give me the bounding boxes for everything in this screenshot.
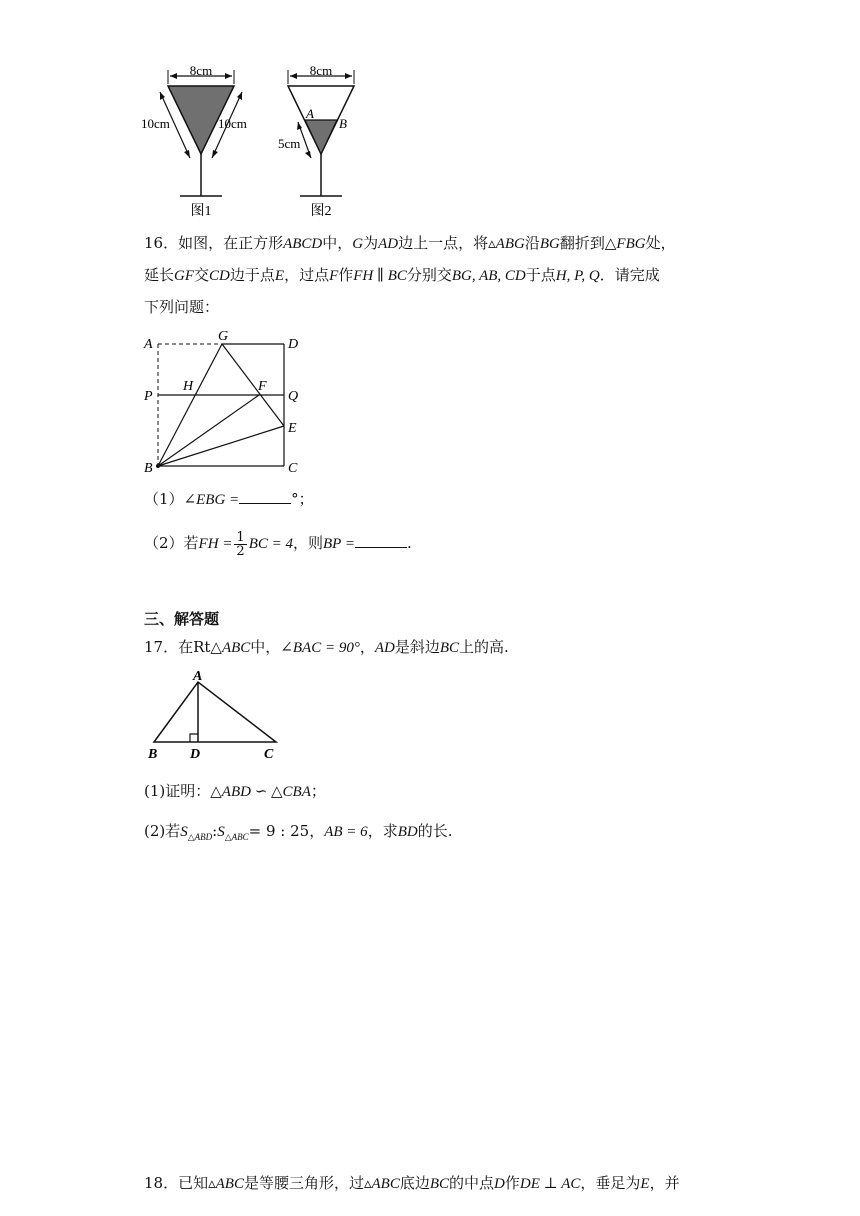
- q17-text: 17．在: [144, 638, 194, 656]
- tri-label-c: C: [264, 747, 274, 762]
- q17-abc: ABC: [221, 640, 251, 656]
- fig1-top-label: 8cm: [189, 63, 213, 78]
- fig2-top-label: 8cm: [309, 63, 333, 78]
- q16-g: G: [352, 236, 364, 252]
- q16-text: 边上一点，将▵: [398, 234, 496, 252]
- q16-abcd: ABCD: [283, 236, 323, 252]
- right-triangle-figure: [140, 668, 290, 764]
- q17-text: 上的高.: [459, 638, 509, 656]
- section-heading: 三、解答题: [144, 610, 220, 628]
- q18-text: 作: [504, 1174, 520, 1192]
- q16-sub2-bp: BP =: [323, 536, 355, 552]
- tri-label-b: B: [148, 747, 158, 762]
- q18-abc: ABC: [215, 1176, 244, 1192]
- sq-label-a: A: [144, 337, 153, 352]
- sq-label-d: D: [288, 337, 299, 352]
- q16-text: 于点: [525, 266, 556, 284]
- q16-sub2-pre: （2）若: [144, 534, 199, 552]
- q18-text: 的中点: [449, 1174, 495, 1192]
- q16-bg-ab-cd: BG, AB, CD: [451, 268, 526, 284]
- q17-p2-s1: S: [180, 824, 188, 840]
- fig2-side-label: 5cm: [278, 136, 301, 151]
- q18-e: E: [640, 1176, 650, 1192]
- fraction-one-half: [234, 531, 246, 558]
- q16-text: 处，: [645, 234, 676, 252]
- sq-label-c: C: [288, 461, 298, 476]
- fig2-caption: 图2: [310, 204, 332, 219]
- q17-p2-ab: AB = 6: [324, 824, 368, 840]
- q17-bc: BC: [439, 640, 460, 656]
- q16-sub2-end: .: [406, 534, 412, 552]
- sq-label-b: B: [144, 461, 153, 476]
- q16-sub-1: [144, 488, 314, 511]
- q16-text: ，过点: [284, 266, 330, 284]
- q17-p2-end: 的长.: [417, 822, 453, 840]
- q16-line-2: [144, 264, 660, 287]
- fig1-left-label: 10cm: [141, 116, 170, 131]
- q17-p2-pre: (2)若: [144, 822, 181, 840]
- figure-2: [278, 63, 354, 219]
- q16-bg: BG: [539, 236, 560, 252]
- q17-p2-colon: :: [212, 822, 218, 840]
- q18-d: D: [494, 1176, 505, 1192]
- answer-blank[interactable]: [355, 533, 407, 548]
- sq-label-h: H: [183, 379, 194, 394]
- tri-label-d: D: [190, 747, 201, 762]
- q18-text: 是等腰三角形，过▵: [243, 1174, 372, 1192]
- q17-part-2: [144, 820, 452, 848]
- q16-text: 边于点: [229, 266, 275, 284]
- q17-p2-ratio: = 9 : 25: [248, 822, 310, 840]
- q18-abc2: ABC: [371, 1176, 400, 1192]
- fraction-denominator: 2: [236, 543, 245, 559]
- q17-text: 是斜边: [394, 638, 440, 656]
- sq-label-f: F: [258, 379, 267, 394]
- q16-ad: AD: [378, 236, 399, 252]
- sq-label-g: G: [218, 329, 229, 344]
- q17-part-1: [144, 780, 326, 803]
- q16-text: 交: [194, 266, 210, 284]
- q18-text: ，垂足为: [580, 1174, 641, 1192]
- q17-rt: Rt△: [193, 638, 222, 656]
- q17-p1-pre: (1)证明：: [144, 782, 211, 800]
- q16-e: E: [274, 268, 285, 284]
- answer-blank[interactable]: [239, 489, 291, 504]
- q17-text: 中，: [250, 638, 281, 656]
- q17-p1-expr: △ABD ∽ △CBA: [210, 784, 311, 800]
- fig1-caption: 图1: [190, 204, 212, 219]
- square-figure: [140, 328, 320, 478]
- q18-de-perp-ac: DE ⊥ AC: [519, 1176, 581, 1192]
- q16-hpq: H, P, Q: [555, 268, 600, 284]
- q17-text: ，: [359, 638, 375, 656]
- sq-label-e: E: [288, 421, 297, 436]
- q17-ad: AD: [374, 640, 395, 656]
- figure-1: [141, 63, 247, 219]
- q17-p1-end: ；: [310, 782, 326, 800]
- q16-sub2-mid: ，则: [293, 534, 324, 552]
- q16-fbg: FBG: [616, 236, 646, 252]
- q18-bc: BC: [429, 1176, 450, 1192]
- q17-stem: [144, 636, 509, 659]
- q16-text: 中，: [322, 234, 353, 252]
- q16-cd: CD: [209, 268, 230, 284]
- q17-p2-s2: S: [217, 824, 225, 840]
- sq-label-p: P: [144, 389, 153, 404]
- fig1-right-label: 10cm: [218, 116, 247, 131]
- q16-fh-par-bc: FH ∥ BC: [353, 268, 407, 284]
- q16-text: 沿: [524, 234, 540, 252]
- q16-text: 延长: [144, 266, 175, 284]
- q18-stem: [144, 1172, 680, 1195]
- fig2-label-b: B: [339, 116, 347, 131]
- q17-angle: ∠BAC = 90°: [280, 640, 360, 656]
- q16-sub-2: [144, 526, 412, 561]
- q16-text: 为: [363, 234, 379, 252]
- q16-sub2-bc: BC = 4: [248, 536, 293, 552]
- q17-p2-sub1: △ABD: [187, 832, 213, 842]
- q16-line-1: [144, 232, 676, 255]
- goblet-figures: [140, 62, 380, 222]
- fig2-label-a: A: [306, 106, 314, 121]
- q16-sub1-post: °；: [291, 490, 314, 508]
- q16-f: F: [329, 268, 339, 284]
- q17-p2-bd: BD: [397, 824, 418, 840]
- q16-abg: ABG: [495, 236, 525, 252]
- sq-label-q: Q: [288, 389, 299, 404]
- tri-label-a: A: [193, 669, 203, 684]
- q16-gf: GF: [174, 268, 195, 284]
- fraction-numerator: 1: [236, 529, 245, 545]
- q17-p2-sub2: △ABC: [224, 832, 249, 842]
- q16-text: 分别交: [406, 266, 452, 284]
- q16-sub2-fh: FH =: [198, 536, 233, 552]
- q16-line-3: 下列问题：: [144, 298, 220, 316]
- q16-text: 16．如图，在正方形: [144, 234, 284, 252]
- q16-text: 作: [338, 266, 354, 284]
- q16-sub1-expr: ∠EBG =: [183, 492, 240, 508]
- q18-text: 18．已知▵: [144, 1174, 216, 1192]
- q18-text: ，并: [649, 1174, 680, 1192]
- q18-text: 底边: [399, 1174, 430, 1192]
- q16-sub1-pre: （1）: [144, 490, 184, 508]
- q16-text: 翻折到△: [559, 234, 617, 252]
- q17-p2-mid: ，: [309, 822, 325, 840]
- q16-text: ．请完成: [599, 266, 660, 284]
- q17-p2-mid2: ，求: [367, 822, 398, 840]
